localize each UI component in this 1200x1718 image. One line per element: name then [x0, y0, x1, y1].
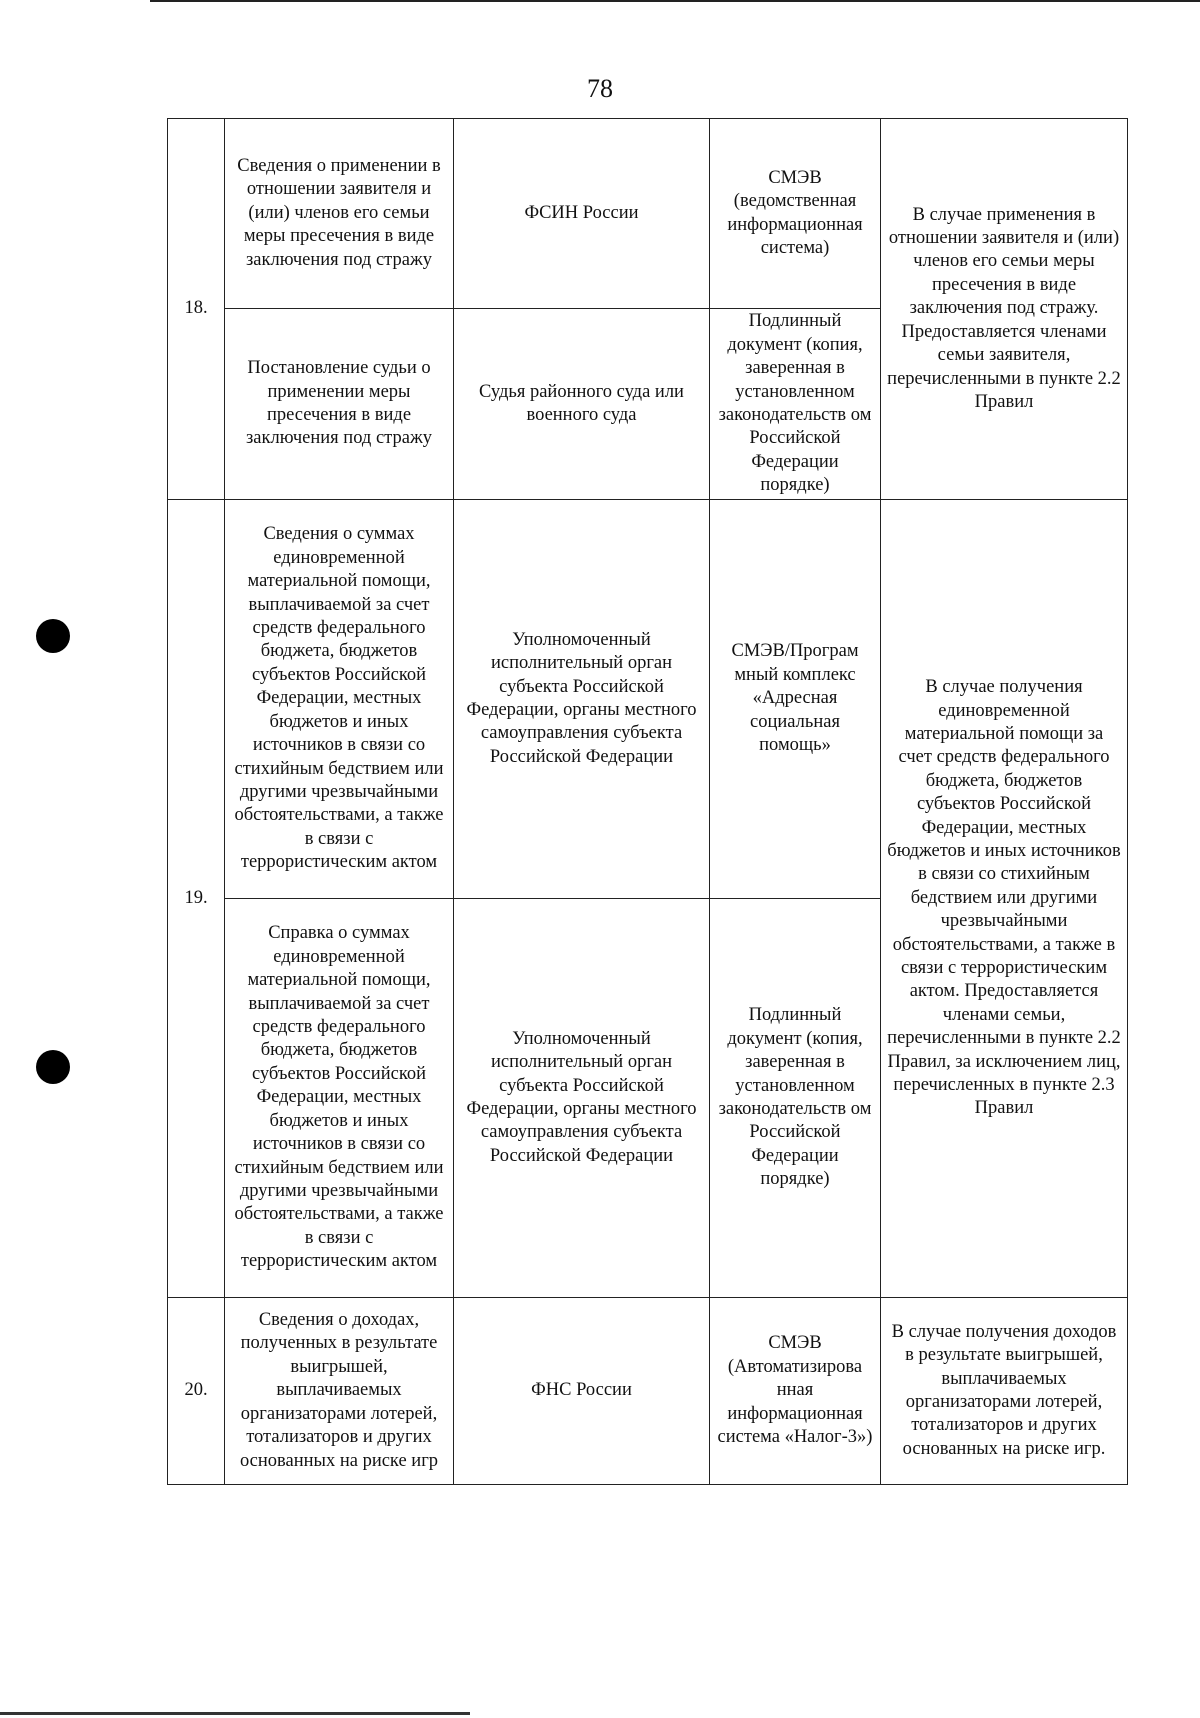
submission-method: СМЭВ/Програм мный комплекс «Адресная социальная помощь» [710, 500, 881, 899]
row-note: В случае получения единовременной материальной помощи за счет средств федерального бюджета, бюджетов субъектов Российской Федерации, местных бюджетов и иных источников в связи со стихийным бедствием или другими чрезвычайными обстоятельствами, а также в связи с террористическим актом. Предоставляется членами семьи, перечисленными в пункте 2.2 Правил, за исключением лиц, перечисленных в пункте 2.3 Правил [881, 500, 1128, 1298]
page-number: 78 [587, 74, 613, 103]
row-number: 18. [168, 119, 225, 500]
punch-hole-lower [36, 1050, 70, 1084]
table-row [168, 119, 1128, 309]
top-scan-rule [150, 0, 1200, 2]
document-source: Уполномоченный исполнительный орган субъекта Российской Федерации, органы местного самоуправления субъекта Российской Федерации [454, 500, 710, 899]
document-source: Судья районного суда или военного суда [454, 309, 710, 500]
documents-table [167, 118, 1128, 1485]
row-note: В случае применения в отношении заявителя и (или) членов его семьи меры пресечения в виде заключения под стражу. Предоставляется членами семьи заявителя, перечисленными в пункте 2.2 Правил [881, 119, 1128, 500]
table-row [168, 500, 1128, 899]
document-name: Постановление судьи о применении меры пресечения в виде заключения под стражу [225, 309, 454, 500]
submission-method: Подлинный документ (копия, заверенная в установленном законодательств ом Российской Федерации порядке) [710, 309, 881, 500]
punch-hole-upper [36, 619, 70, 653]
document-source: Уполномоченный исполнительный орган субъекта Российской Федерации, органы местного самоуправления субъекта Российской Федерации [454, 899, 710, 1298]
table-row [168, 1298, 1128, 1485]
document-name: Сведения о суммах единовременной материальной помощи, выплачиваемой за счет средств федерального бюджета, бюджетов субъектов Российской Федерации, местных бюджетов и иных источников в связи со стихийным бедствием или другими чрезвычайными обстоятельствами, а также в связи с террористическим актом [225, 500, 454, 899]
document-name: Сведения о доходах, полученных в результате выигрышей, выплачиваемых организаторами лотерей, тотализаторов и других основанных на риске игр [225, 1298, 454, 1485]
row-number: 19. [168, 500, 225, 1298]
row-number: 20. [168, 1298, 225, 1485]
document-name: Сведения о применении в отношении заявителя и (или) членов его семьи меры пресечения в виде заключения под стражу [225, 119, 454, 309]
submission-method: СМЭВ (ведомственная информационная система) [710, 119, 881, 309]
row-note: В случае получения доходов в результате выигрышей, выплачиваемых организаторами лотерей, тотализаторов и других основанных на риске игр. [881, 1298, 1128, 1485]
submission-method: Подлинный документ (копия, заверенная в установленном законодательств ом Российской Федерации порядке) [710, 899, 881, 1298]
document-source: ФСИН России [454, 119, 710, 309]
bottom-scan-rule [0, 1712, 470, 1715]
submission-method: СМЭВ (Автоматизирова нная информационная система «Налог-3») [710, 1298, 881, 1485]
document-name: Справка о суммах единовременной материальной помощи, выплачиваемой за счет средств федерального бюджета, бюджетов субъектов Российской Федерации, местных бюджетов и иных источников в связи со стихийным бедствием или другими чрезвычайными обстоятельствами, а также в связи с террористическим актом [225, 899, 454, 1298]
document-source: ФНС России [454, 1298, 710, 1485]
